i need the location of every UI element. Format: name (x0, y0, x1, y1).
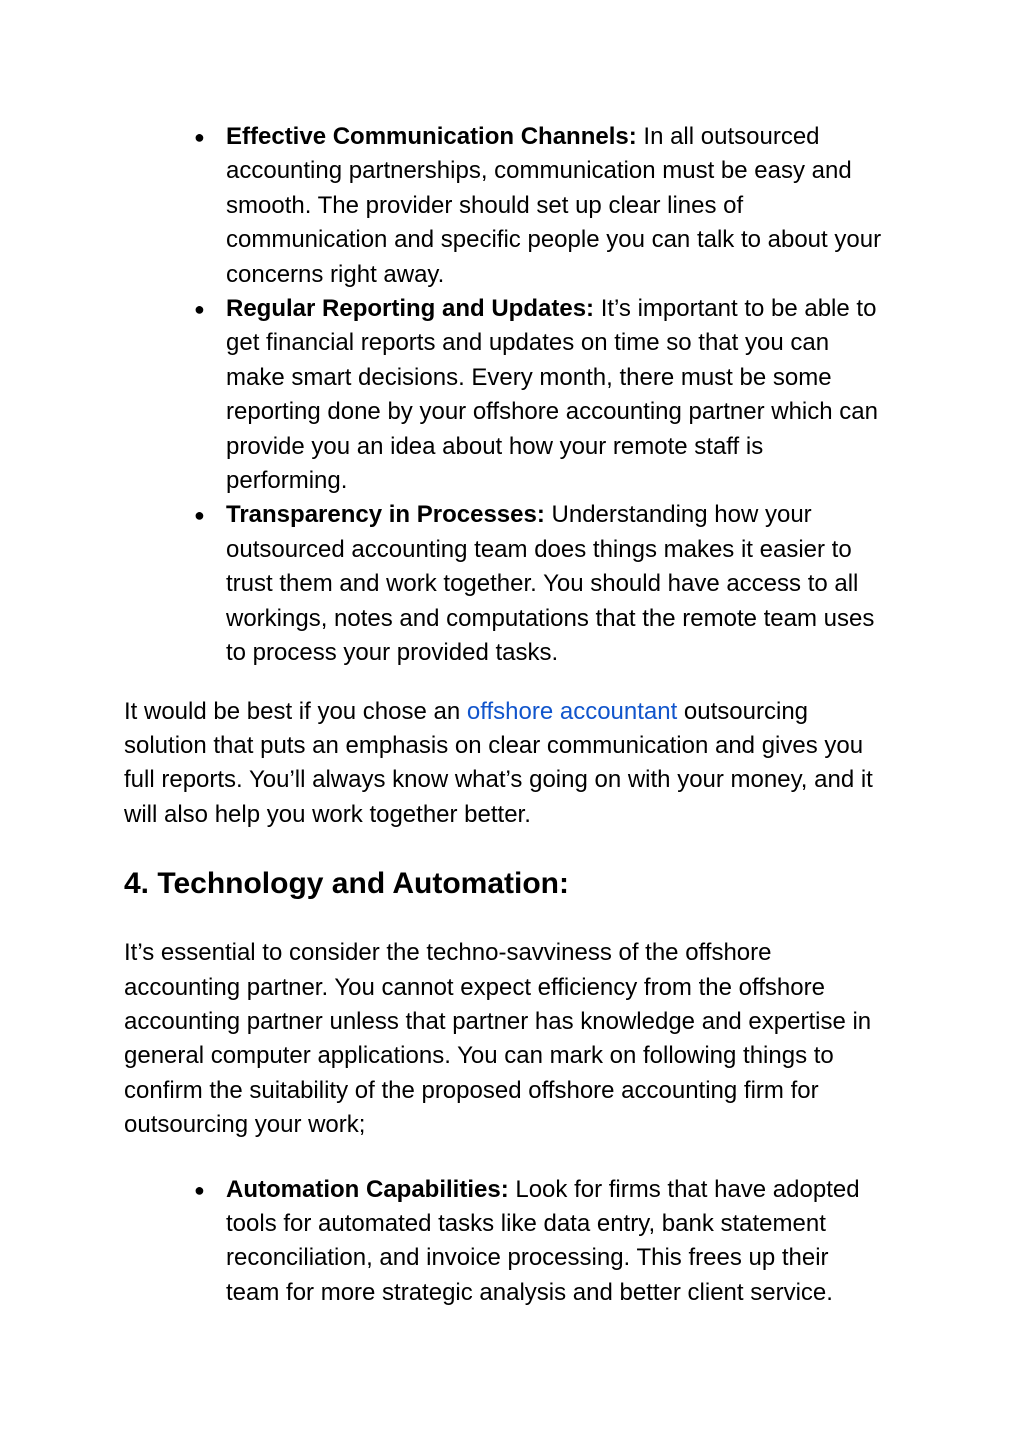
offshore-accountant-link[interactable]: offshore accountant (466, 697, 678, 725)
bullet-list-bottom (124, 1173, 884, 1311)
bullet-text: Understanding how your outsourced accounting team does things makes it easier to trust them and work together. You should have access to all workings, notes and computations that the remote team uses to process your provided tasks. (226, 501, 875, 667)
bullet-title: Effective Communication Channels: (226, 123, 637, 150)
bullet-title: Automation Capabilities: (226, 1175, 509, 1203)
document-page (124, 120, 884, 1310)
bullet-title: Regular Reporting and Updates: (226, 295, 595, 323)
paragraph-text: It would be best if you chose an (124, 697, 467, 725)
bullet-dot-icon: ● (194, 299, 205, 320)
paragraph-technology: It’s essential to consider the techno-savviness of the offshore accounting partner. You cannot expect efficiency from the offshore accounting partner unless that partner has knowledge and expertise in general computer applications. You can mark on following things to confirm the suitability of the proposed offshore accounting firm for outsourcing your work; (124, 939, 872, 1139)
bullet-dot-icon: ● (194, 1179, 205, 1200)
paragraph-text: outsourcing solution that puts an emphasis on clear communication and gives you full reports. You’ll always know what’s going on with your money, and it will also help you work together better. (124, 697, 873, 828)
list-item (194, 1173, 884, 1311)
list-item (194, 498, 884, 670)
bullet-text: In all outsourced accounting partnerships, communication must be easy and smooth. The provider should set up clear lines of communication and specific people you can talk to about your concerns right away. (226, 123, 882, 288)
bullet-dot-icon: ● (194, 127, 205, 147)
section-heading: 4. Technology and Automation: (124, 867, 569, 901)
bullet-dot-icon: ● (194, 505, 205, 526)
bullet-text: Look for firms that have adopted tools for automated tasks like data entry, bank statement reconciliation, and invoice processing. This frees up their team for more strategic analysis and better client service. (226, 1175, 860, 1306)
bullet-list-top (124, 120, 884, 671)
bullet-text: It’s important to be able to get financial reports and updates on time so that you can make smart decisions. Every month, there must be some reporting done by your offshore accounting partner which can provide you an idea about how your remote staff is performing. (226, 295, 878, 495)
list-item (194, 292, 884, 498)
list-item (194, 120, 884, 292)
paragraph-offshore-accountant (124, 695, 884, 833)
bullet-title: Transparency in Processes: (226, 501, 545, 529)
